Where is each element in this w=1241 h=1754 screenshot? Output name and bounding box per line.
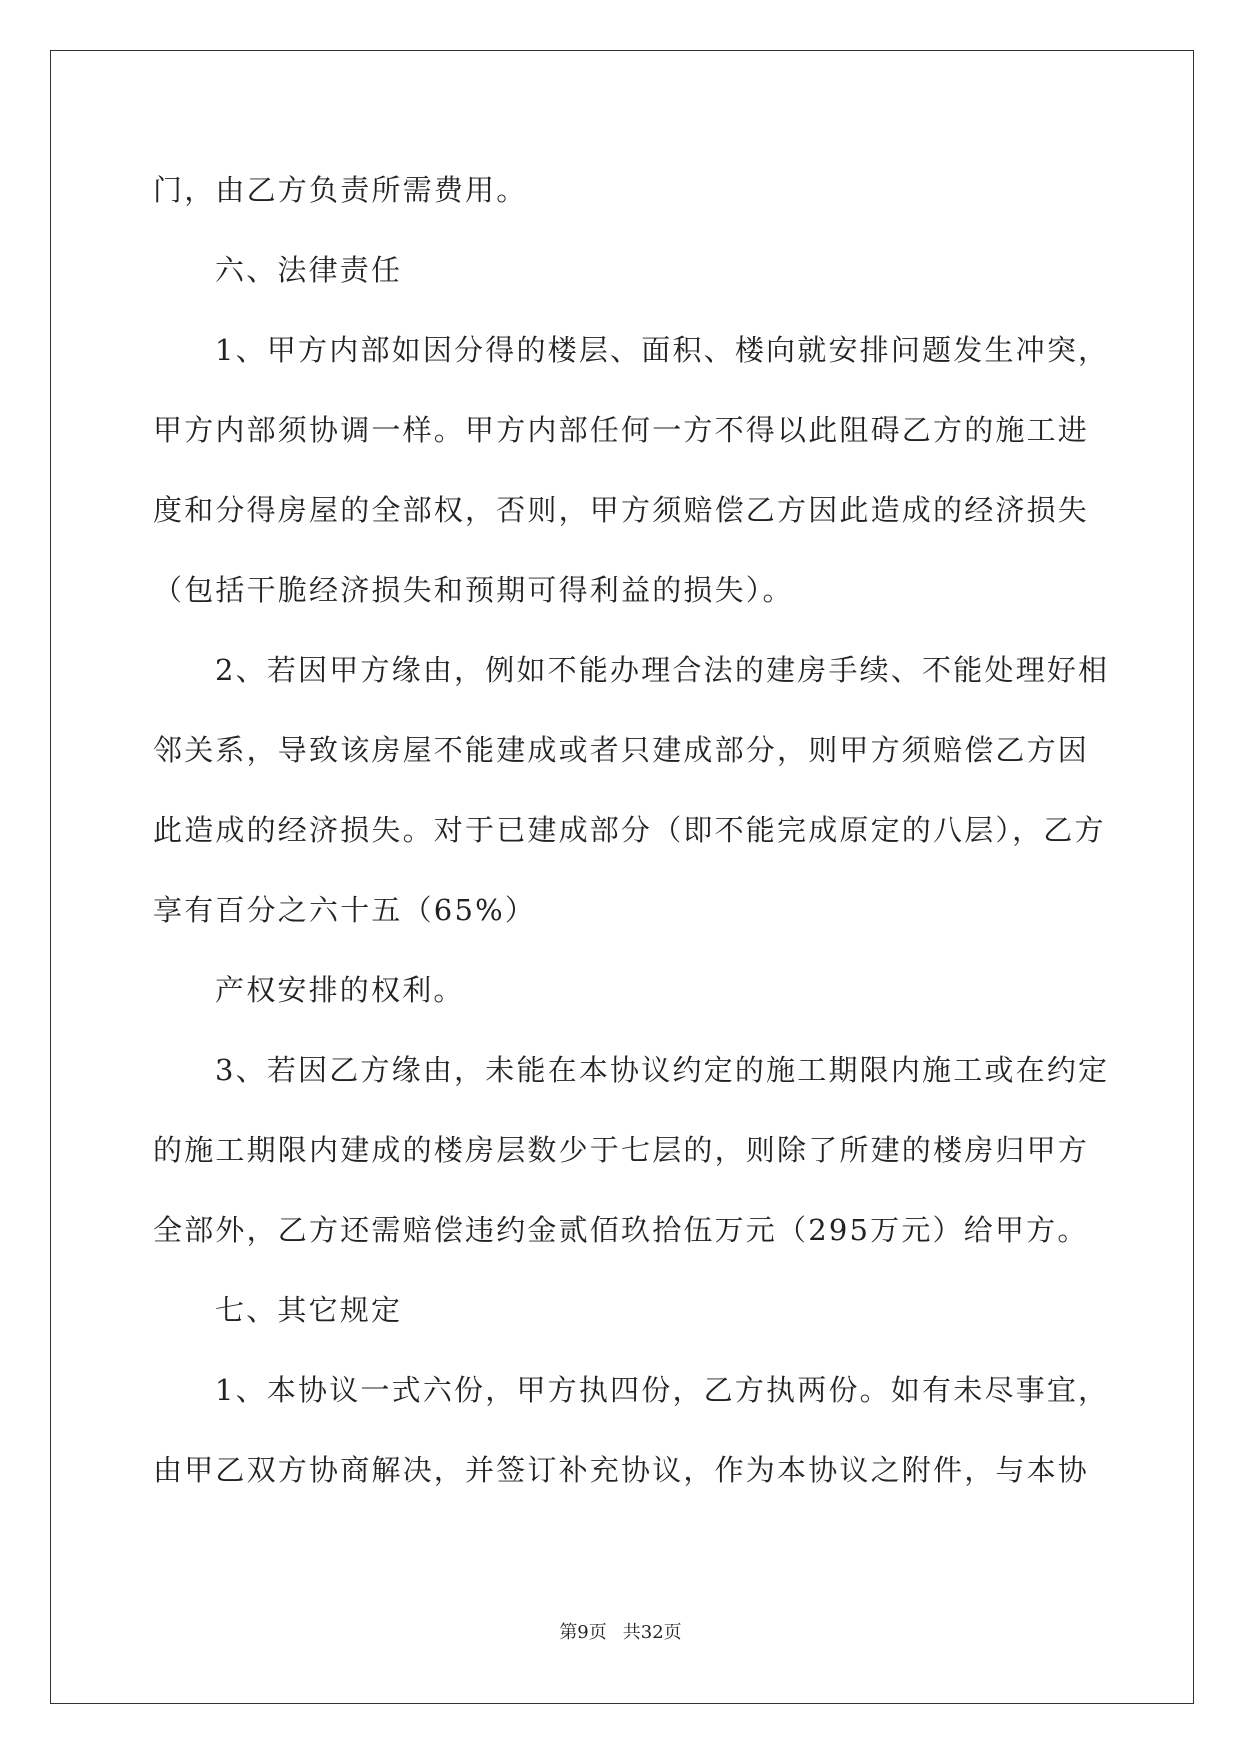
section-heading: 七、其它规定 [215, 1293, 403, 1327]
text-line: 1、甲方内部如因分得的楼层、面积、楼向就安排问题发生冲突， [215, 333, 1110, 367]
text-line: 由甲乙双方协商解决，并签订补充协议，作为本协议之附件，与本协 [153, 1453, 1090, 1487]
text-line: 甲方内部须协调一样。甲方内部任何一方不得以此阻碍乙方的施工进 [153, 413, 1090, 447]
text-line: 邻关系，导致该房屋不能建成或者只建成部分，则甲方须赔偿乙方因 [153, 733, 1090, 767]
text-line: 3、若因乙方缘由，未能在本协议约定的施工期限内施工或在约定 [215, 1053, 1110, 1087]
page-number-current: 第9页 [559, 1622, 607, 1643]
text-line: （包括干脆经济损失和预期可得利益的损失）。 [153, 573, 794, 607]
text-line: 度和分得房屋的全部权，否则，甲方须赔偿乙方因此造成的经济损失 [153, 493, 1090, 527]
text-line: 全部外，乙方还需赔偿违约金贰佰玖拾伍万元（295万元）给甲方。 [153, 1213, 1089, 1247]
text-line: 门，由乙方负责所需费用。 [153, 173, 528, 207]
text-line: 2、若因甲方缘由，例如不能办理合法的建房手续、不能处理好相 [215, 653, 1110, 687]
text-line: 的施工期限内建成的楼房层数少于七层的，则除了所建的楼房归甲方 [153, 1133, 1090, 1167]
text-line: 此造成的经济损失。对于已建成部分（即不能完成原定的八层），乙方 [153, 813, 1106, 847]
text-line: 产权安排的权利。 [215, 973, 465, 1007]
section-heading: 六、法律责任 [215, 253, 403, 287]
page-number-total: 共32页 [622, 1622, 682, 1643]
text-line: 1、本协议一式六份，甲方执四份，乙方执两份。如有未尽事宜， [215, 1373, 1110, 1407]
text-line: 享有百分之六十五（65%） [153, 893, 537, 927]
page-footer [0, 1621, 1241, 1645]
